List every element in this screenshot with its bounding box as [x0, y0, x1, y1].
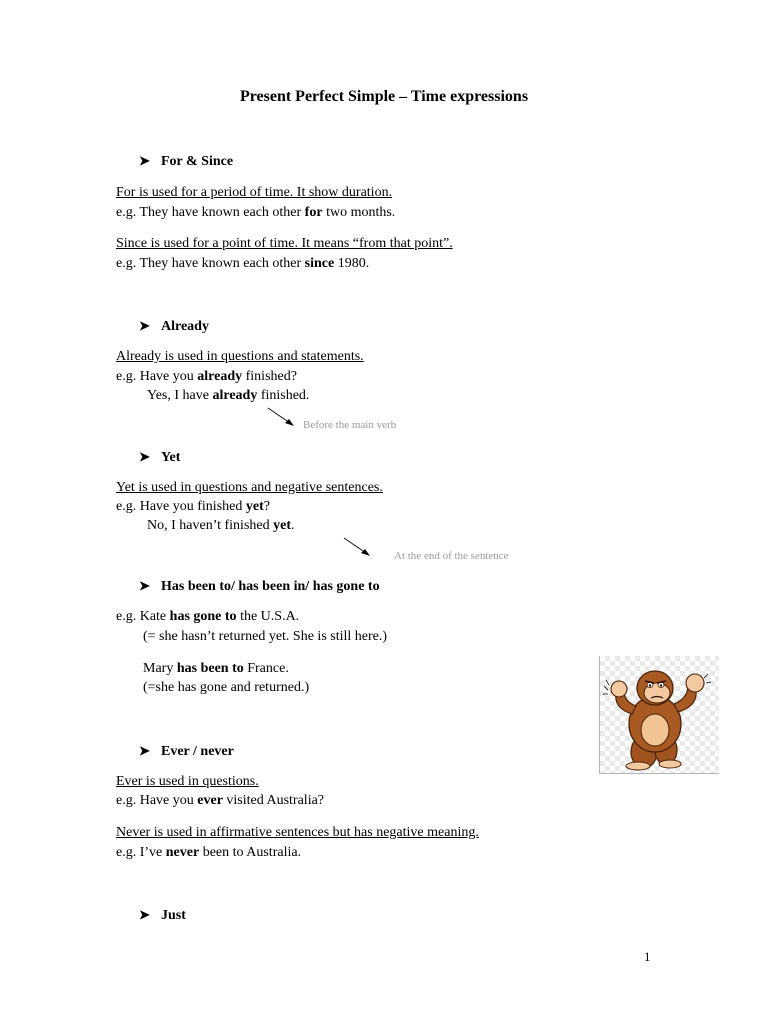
section-heading-already: ➤ Already — [139, 318, 209, 334]
page-number: 1 — [644, 949, 651, 964]
example-has-gone-to: e.g. Kate has gone to the U.S.A. — [116, 609, 300, 624]
arrowhead-bullet-icon: ➤ — [139, 153, 150, 168]
rule-yet: Yet is used in questions and negative sentences. — [116, 480, 383, 495]
explanation-has-gone-to: (= she hasn’t returned yet. She is still here.) — [143, 629, 388, 644]
arrowhead-bullet-icon: ➤ — [139, 907, 150, 922]
arrowhead-bullet-icon: ➤ — [139, 578, 150, 593]
arrowhead-bullet-icon: ➤ — [139, 449, 150, 464]
example-ever: e.g. Have you ever visited Australia? — [116, 793, 325, 808]
example-since: e.g. They have known each other since 1980. — [116, 256, 370, 271]
rule-since: Since is used for a point of time. It means “from that point”. — [116, 236, 453, 251]
section-heading-for-since: ➤ For & Since — [139, 153, 234, 169]
rule-ever: Ever is used in questions. — [116, 774, 259, 789]
section-heading-just: ➤ Just — [139, 907, 186, 923]
rule-for: For is used for a period of time. It show duration. — [116, 185, 393, 200]
example-already-answer: Yes, I have already finished. — [147, 388, 310, 403]
example-has-been-to: Mary has been to France. — [143, 661, 289, 676]
example-already-question: e.g. Have you already finished? — [116, 369, 297, 384]
example-yet-answer: No, I haven’t finished yet. — [147, 518, 295, 533]
section-heading-been-gone: ➤ Has been to/ has been in/ has gone to — [139, 578, 380, 594]
monkey-cartoon — [599, 656, 719, 774]
section-heading-yet: ➤ Yet — [139, 449, 181, 465]
explanation-has-been-to: (=she has gone and returned.) — [143, 680, 310, 695]
rule-already: Already is used in questions and statements. — [116, 349, 364, 364]
page-title: Present Perfect Simple – Time expressions — [239, 88, 529, 105]
note-before-main-verb: Before the main verb — [303, 419, 397, 431]
arrowhead-bullet-icon: ➤ — [139, 318, 150, 333]
pointer-arrow-icon — [344, 538, 374, 560]
arrowhead-bullet-icon: ➤ — [139, 743, 150, 758]
pointer-arrow-icon — [268, 408, 298, 430]
example-yet-question: e.g. Have you finished yet? — [116, 499, 270, 514]
section-heading-ever-never: ➤ Ever / never — [139, 743, 234, 759]
note-end-of-sentence: At the end of the sentence — [394, 550, 509, 562]
rule-never: Never is used in affirmative sentences but has negative meaning. — [116, 825, 479, 840]
example-never: e.g. I’ve never been to Australia. — [116, 845, 302, 860]
example-for: e.g. They have known each other for two months. — [116, 205, 396, 220]
